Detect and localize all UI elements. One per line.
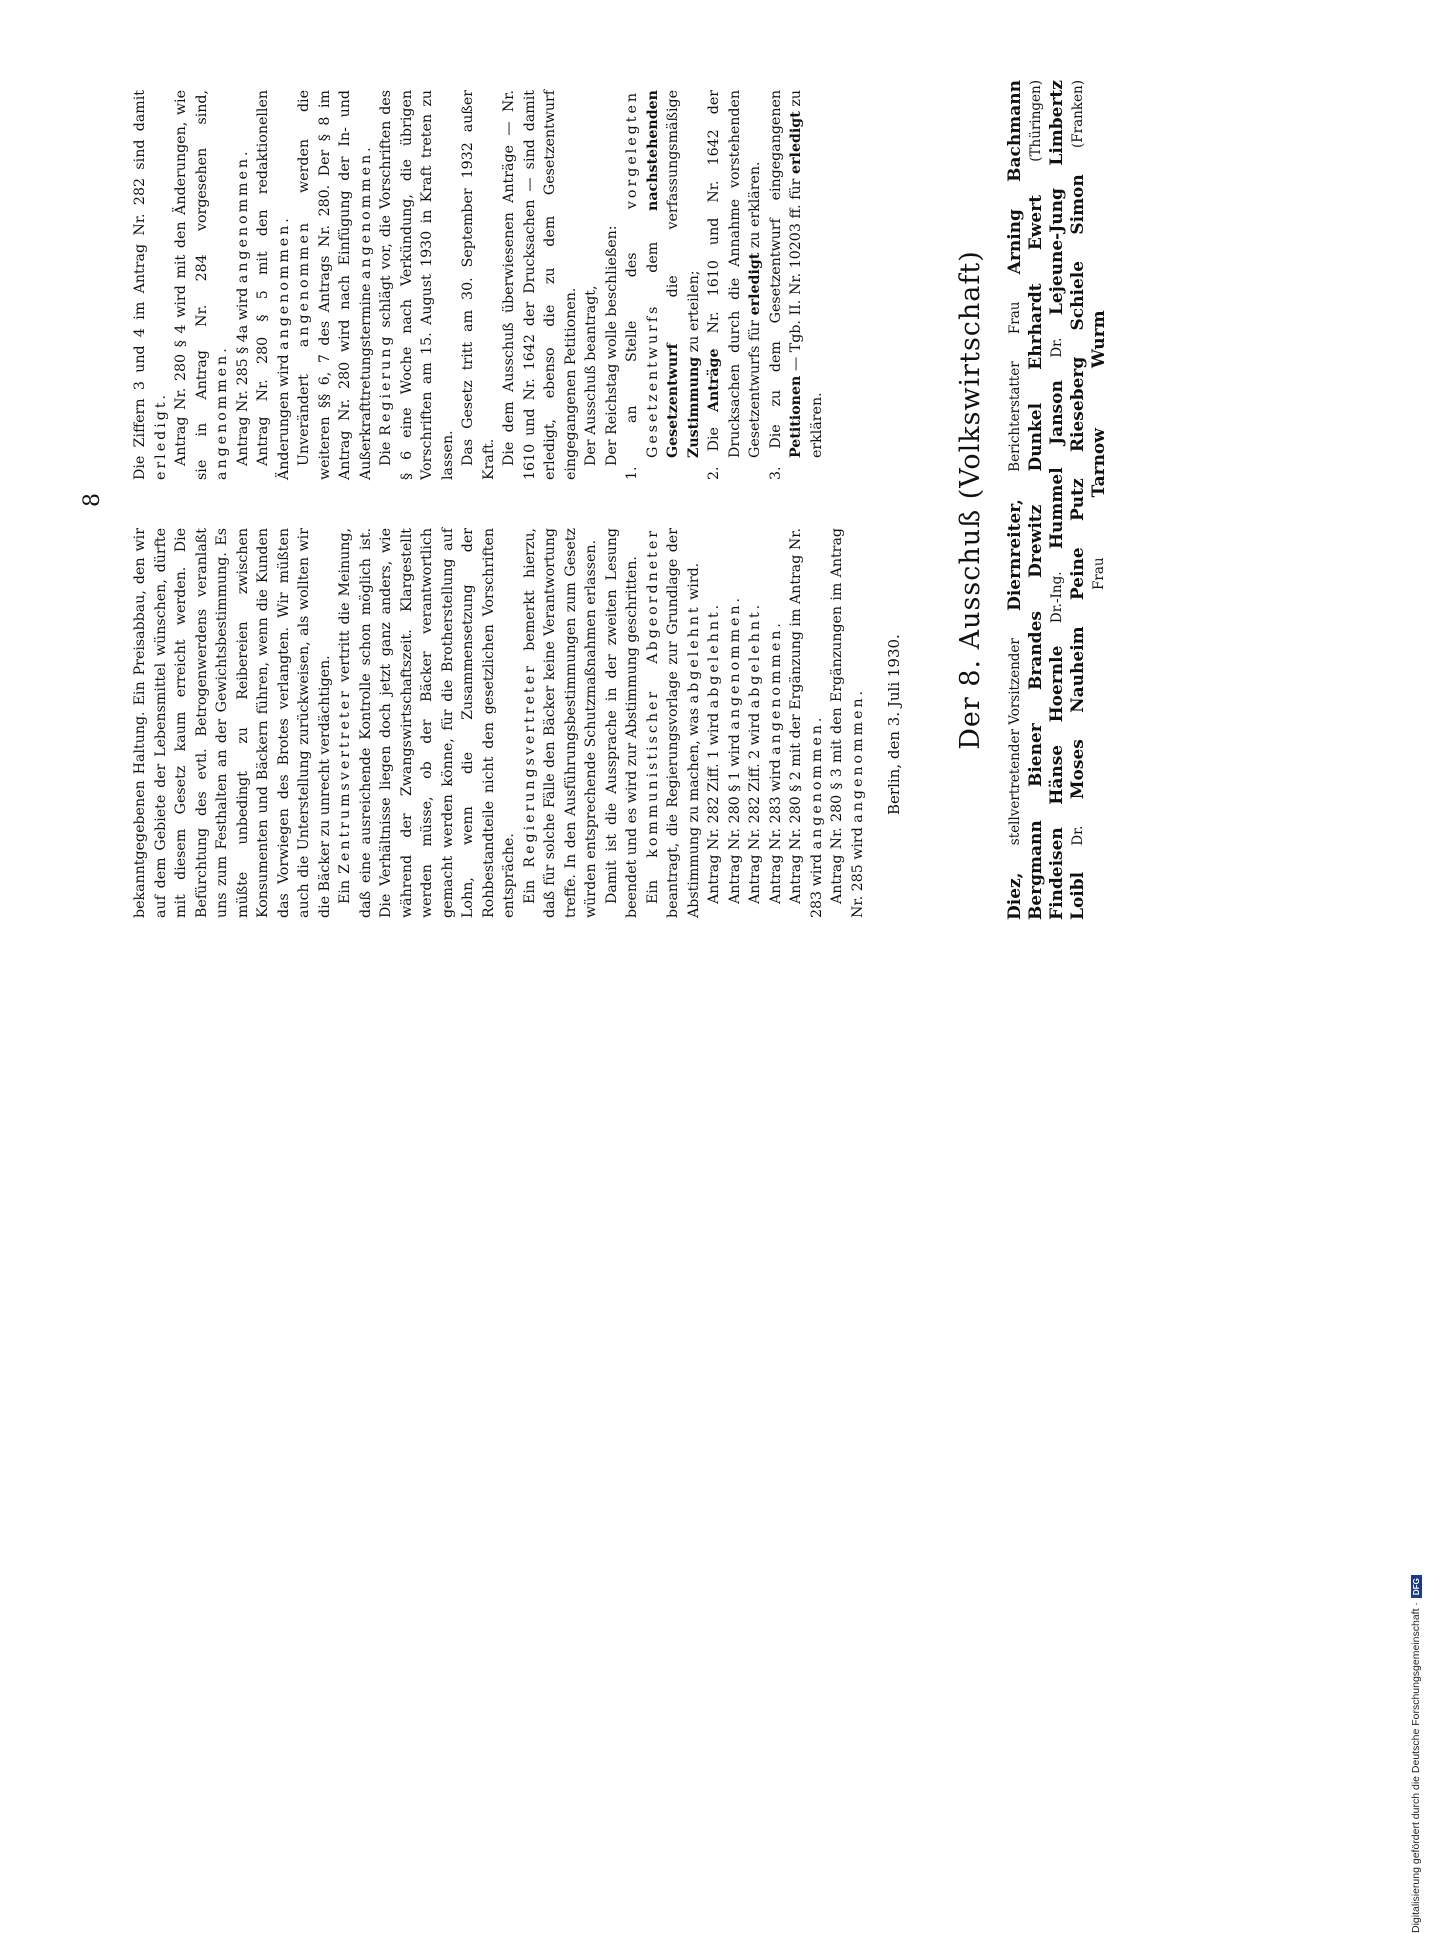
member-row [1068, 80, 1089, 920]
member-name: Dunkel [1026, 402, 1046, 472]
member-name: Findeisen [1047, 827, 1067, 920]
text-run: Antrag Nr. 285 § 4a wird [234, 283, 251, 466]
text-run: 3. Die zu dem Gesetzentwurf eingegangenen [767, 90, 784, 480]
paragraph [130, 528, 335, 918]
committee-title: Der 8. Ausschuß (Volkswirtschaft) [955, 250, 986, 750]
member-title: Berichterstatter [1007, 361, 1023, 472]
page-number: 8 [80, 493, 105, 507]
text-run: Der Reichstag wolle beschließen: [603, 225, 620, 466]
paragraph [458, 90, 499, 480]
paragraph [581, 90, 602, 480]
member-name: Janson [1047, 380, 1067, 445]
emphasized-text: Anträge [706, 348, 722, 413]
emphasized-text: angenommen. [726, 594, 743, 730]
text-run: Ein [337, 873, 353, 904]
left-text-column [130, 528, 868, 918]
text-run: Das Gesetz tritt am 30. September 1932 außer Kraft. [460, 90, 497, 480]
committee-members [1005, 80, 1110, 920]
emphasized-text: Zentrumsvertreter [337, 688, 353, 874]
paragraph [827, 528, 868, 918]
member-title: Dr. [1049, 337, 1065, 358]
text-run: Antrag Nr. 280 § 1 wird [726, 729, 743, 904]
dfg-logo: DFG [1411, 1575, 1422, 1598]
text-run: Ein [644, 857, 661, 904]
text-run: Antrag Nr. 280 § 2 mit der Ergänzung im Antrag Nr. 283 wird [788, 528, 825, 918]
member-name: Brandes [1026, 611, 1046, 691]
member-name: Moses [1068, 739, 1088, 800]
paragraph [766, 528, 787, 918]
member-name: Nauheim [1068, 626, 1088, 713]
date-line: Berlin, den 3. Juli 1930. [885, 634, 903, 815]
paragraph [725, 528, 746, 918]
paragraph [704, 528, 725, 918]
member-name: Putz [1068, 478, 1088, 522]
paragraph [745, 528, 766, 918]
emphasized-text: Petitionen [788, 375, 804, 458]
paragraph [602, 90, 623, 480]
emphasized-text: angenommen. [214, 345, 230, 480]
footer-credit [1408, 25, 1428, 1933]
text-run: zu erklären. [788, 89, 825, 458]
member-name: Arning [1005, 209, 1025, 275]
text-run: 2. Die [706, 412, 722, 480]
text-run: Nr. 1610 und Nr. 1642 der Drucksachen durch die Annahme vorstehenden Gesetzentwurfs für [706, 90, 763, 458]
footer-text: Digitalisierung gefördert durch die Deutsche Forschungsgemeinschaft · [1410, 1602, 1422, 1933]
emphasized-text: angenommen. [275, 215, 292, 350]
text-run: werden die weiteren §§ 6, 7 des Antrags Nr. 280. Der § 8 im Antrag Nr. 280 wird nach Einfügung der In- und Außerkrafttretungstermine [296, 90, 374, 480]
member-name: Ewert [1026, 194, 1046, 251]
text-run: Antrag Nr. 282 Ziff. 2 wird [747, 708, 763, 904]
paragraph [520, 528, 602, 918]
member-name: Bergmann [1026, 820, 1046, 920]
emphasized-text: abgelehnt. [706, 601, 722, 709]
paragraph [335, 528, 520, 918]
member-title: Frau [1007, 301, 1023, 335]
text-run: bekanntgegebenen Haltung. Ein Preisabbau, den wir auf dem Gebiete der Lebensmittel wünschen, dürfte mit diesem Gesetz kaum erreicht werden. Die Befürchtung des evtl. Betrogenwerdens veranlaßt uns zum Festhalten an der Gewichtsbestimmung. Es müßte unbedingt zu Reibereien zwischen Konsumenten und Bäckern führen, wenn die Kunden das Vorwiegen des Brotes verlangten. Wir müßten auch die Unterstellung zurückweisen, als wollten wir die Bäcker zu unrecht verdächtigen. [132, 528, 333, 918]
text-run: Antrag Nr. 282 Ziff. 1 wird [706, 708, 722, 904]
emphasized-text: kommunistischer Abgeordneter [644, 528, 661, 858]
member-name: Hummel [1047, 467, 1067, 550]
text-run: 1. an Stelle des [624, 209, 640, 480]
text-run: Antrag Nr. 280 § 5 mit den redaktionellen Änderungen wird [255, 90, 292, 480]
paragraph [602, 528, 643, 918]
text-run: Die Ziffern 3 und 4 im Antrag Nr. 282 sind damit [132, 90, 148, 480]
text-run: bemerkt hierzu, daß für solche Fälle den Bäcker keine Verantwortung treffe. In den Ausführungsbestimmungen zum Gesetz würden entsprechende Schutzmaßnahmen erlassen. [521, 528, 599, 918]
emphasized-text: Zustimmung [685, 356, 702, 458]
emphasized-text: erledigt [747, 252, 763, 316]
member-name: Bachmann [1005, 80, 1025, 182]
member-row [1047, 80, 1068, 920]
footer-credit-text [1410, 973, 1422, 1933]
paragraph [376, 90, 458, 480]
paragraph [622, 90, 704, 480]
member-name: Rieseberg [1068, 356, 1088, 453]
text-run: Die [378, 435, 394, 466]
paragraph [766, 90, 828, 480]
member-title: stellvertretender Vorsitzender [1007, 638, 1023, 846]
member-name: Hänse [1047, 744, 1067, 805]
emphasized-text: angenommen. [357, 144, 374, 280]
member-name: Schiele [1068, 260, 1088, 331]
text-run: Antrag Nr. 280 § 3 mit den Ergänzungen im Antrag Nr. 285 wird [829, 528, 866, 918]
text-run: Unverändert [296, 347, 312, 466]
paragraph [171, 90, 233, 480]
member-name: Simon [1068, 174, 1088, 235]
member-title: (Franken) [1070, 80, 1086, 148]
text-run: zu erteilen; [685, 270, 702, 357]
member-title: Dr.-Ing. [1049, 571, 1065, 624]
member-name: Ehrhardt [1026, 283, 1046, 370]
paragraph [786, 528, 827, 918]
member-name: Diez, [1005, 872, 1025, 920]
emphasized-text: angenommen. [808, 714, 825, 850]
paragraph [643, 528, 705, 918]
text-run: Antrag Nr. 283 wird [767, 754, 784, 904]
member-name: Biener [1026, 723, 1046, 788]
paragraph [253, 90, 294, 480]
paragraph [130, 90, 171, 480]
emphasized-text: angenommen. [767, 620, 784, 755]
text-run: Damit ist die Aussprache in der zweiten Lesung beendet und es wird zur Abstimmung geschritten. [603, 528, 640, 918]
text-run: dem [644, 210, 661, 304]
emphasized-text: angenommen [296, 219, 312, 348]
member-name: Peine [1068, 547, 1088, 601]
emphasized-text: abgelehnt. [747, 601, 763, 709]
emphasized-text: angenommen. [234, 148, 251, 284]
text-run: die verfassungsmäßige [665, 90, 681, 344]
text-run: — Tgb. II. Nr. 10203 ff. für [788, 173, 804, 376]
paragraph [294, 90, 376, 480]
text-run: Antrag Nr. 280 § 4 wird mit den Änderungen, wie sie in Antrag Nr. 284 vorgesehen sind, [173, 90, 210, 480]
member-name: Diernreiter, [1005, 499, 1025, 611]
text-run: schlägt vor, die Vorschriften des § 6 eine Woche nach Verkündung, die übrigen Vorschriften am 15. August 1930 in Kraft treten zu lassen. [378, 90, 456, 480]
emphasized-text: Regierungsvertreter [521, 663, 538, 868]
member-name: Wurm [1089, 310, 1109, 369]
member-row [1026, 80, 1047, 920]
member-name: Drewitz [1026, 504, 1046, 578]
emphasized-text: erledigt [788, 111, 804, 174]
emphasized-text: abgelehnt [685, 604, 702, 704]
text-run: vertritt die Meinung, daß eine ausreichende Kontrolle schon möglich ist. Die Verhältnisse liegen doch jetzt ganz anders, wie während der Zwangswirtschaftszeit. Klargestellt werden müsse, ob der Bäcker verantwortlich gemacht werden könne, für die Brotherstellung auf Lohn, wenn die Zusammensetzung der Rohbestandteile nicht den gesetzlichen Vorschriften entspräche. [337, 528, 517, 918]
emphasized-text: vorgelegten Gesetzentwurfs [624, 90, 661, 458]
paragraph [499, 90, 581, 480]
right-text-column [130, 90, 827, 480]
text-run: wird. [685, 562, 702, 605]
paragraph [704, 90, 766, 480]
paragraph [233, 90, 254, 480]
text-run: zu erklären. [747, 161, 763, 253]
member-name: Tarnow [1089, 428, 1109, 498]
emphasized-text: erledigt. [152, 391, 169, 480]
member-name: Lejeune-Jung [1047, 188, 1067, 316]
member-title: (Thüringen) [1028, 80, 1044, 162]
member-name: Loibl [1068, 871, 1088, 920]
text-run: Der Ausschuß beantragt, [583, 285, 599, 466]
member-row [1089, 80, 1110, 920]
text-run: beantragt, die Regierungsvorlage zur Grundlage der Abstimmung zu machen, was [665, 528, 702, 918]
member-name: Hoernle [1047, 645, 1067, 723]
emphasized-text: Regierung [378, 333, 394, 436]
member-title: Dr. [1070, 825, 1086, 846]
member-title: Frau [1091, 557, 1107, 590]
emphasized-text: angenommen. [849, 687, 866, 823]
member-name: Limbertz [1047, 80, 1067, 166]
member-row [1005, 80, 1026, 920]
text-run: Ein [521, 867, 538, 904]
text-run: Die dem Ausschuß überwiesenen Anträge — Nr. 1610 und Nr. 1642 der Drucksachen — sind damit erledigt, ebenso die zu dem Gesetzentwurf eingegangenen Petitionen. [501, 90, 579, 480]
emphasized-text: nachstehenden Gesetzentwurf [644, 90, 681, 458]
